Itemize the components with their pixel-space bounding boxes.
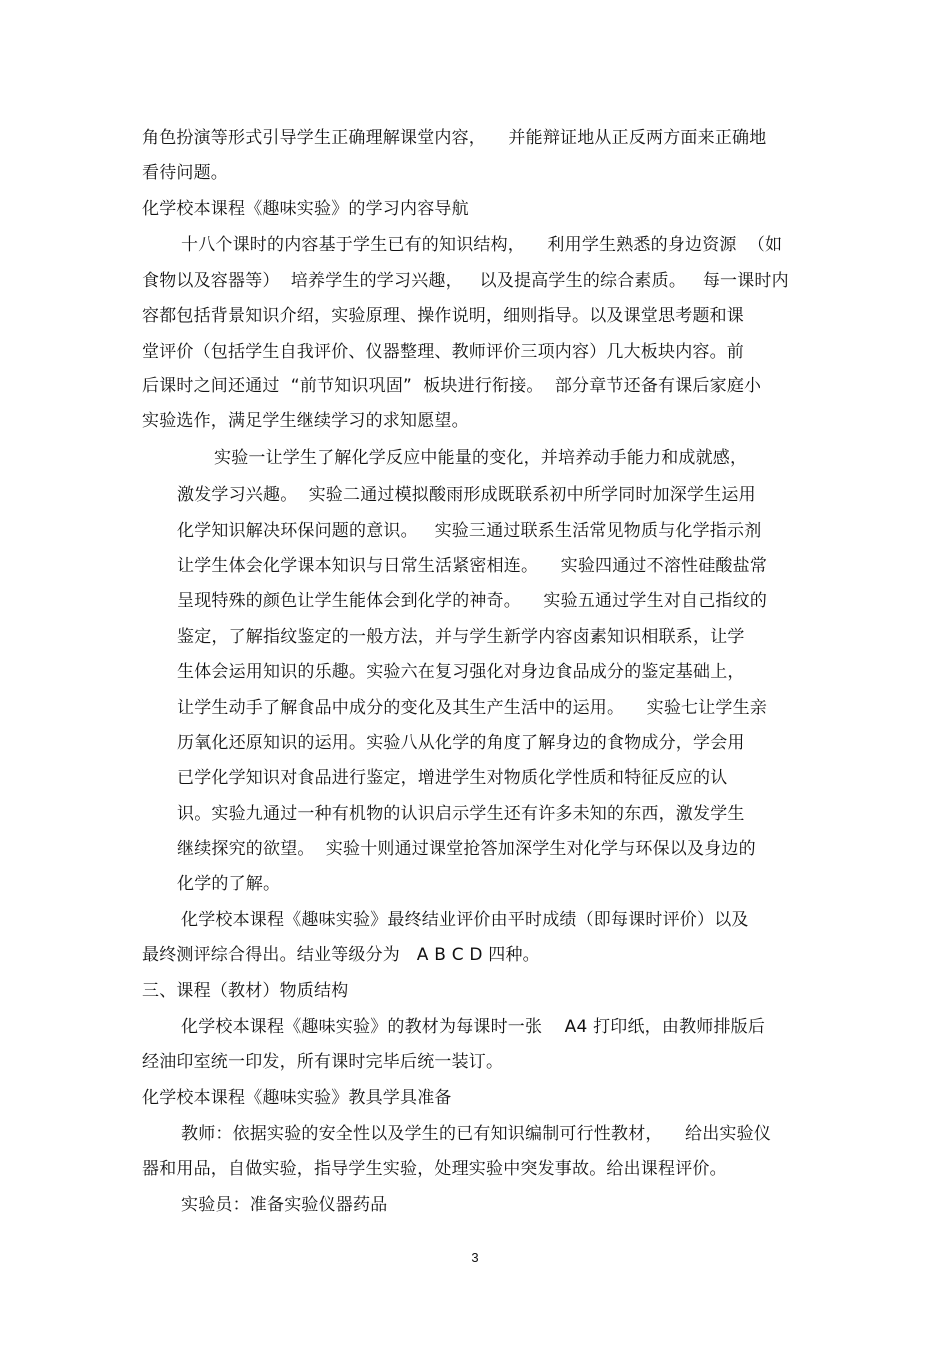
text-line: 实验选作，满足学生继续学习的求知愿望。	[142, 411, 469, 431]
text-line: 激发学习兴趣。 实验二通过模拟酸雨形成既联系初中所学同时加深学生运用	[177, 485, 756, 505]
text-line: 堂评价（包括学生自我评价、仪器整理、教师评价三项内容）几大板块内容。前	[142, 342, 744, 362]
text-line: 最终测评综合得出。结业等级分为 A B C D 四种。	[142, 945, 540, 965]
text-line: 已学化学知识对食品进行鉴定，增进学生对物质化学性质和特征反应的认	[177, 768, 728, 788]
text-line: 识。实验九通过一种有机物的认识启示学生还有许多未知的东西，激发学生	[177, 804, 745, 824]
text-line: 后课时之间还通过 “前节知识巩固” 板块进行衔接。 部分章节还备有课后家庭小	[142, 376, 762, 396]
text-line: 让学生体会化学课本知识与日常生活紧密相连。 实验四通过不溶性硅酸盐常	[177, 556, 768, 576]
text-line: 容都包括背景知识介绍，实验原理、操作说明，细则指导。以及课堂思考题和课	[142, 306, 744, 326]
text-line: 角色扮演等形式引导学生正确理解课堂内容， 并能辩证地从正反两方面来正确地	[142, 128, 767, 148]
page-number: 3	[471, 1250, 479, 1265]
text-line: 化学知识解决环保问题的意识。 实验三通过联系生活常见物质与化学指示剂	[177, 521, 762, 541]
section-heading: 三、课程（教材）物质结构	[142, 981, 349, 1001]
text-line: 鉴定，了解指纹鉴定的一般方法，并与学生新学内容卤素知识相联系，让学	[177, 627, 745, 647]
text-line: 实验员：准备实验仪器药品	[181, 1195, 388, 1215]
text-line: 看待问题。	[142, 163, 228, 183]
text-line: 食物以及容器等） 培养学生的学习兴趣， 以及提高学生的综合素质。 每一课时内	[142, 271, 789, 291]
section-heading: 化学校本课程《趣味实验》的学习内容导航	[142, 199, 469, 219]
text-line: 化学校本课程《趣味实验》最终结业评价由平时成绩（即每课时评价）以及	[181, 910, 749, 930]
text-line: 经油印室统一印发，所有课时完毕后统一装订。	[142, 1052, 504, 1072]
text-line: 历氧化还原知识的运用。实验八从化学的角度了解身边的食物成分，学会用	[177, 733, 745, 753]
text-line: 继续探究的欲望。 实验十则通过课堂抢答加深学生对化学与环保以及身边的	[177, 839, 756, 859]
text-line: 教师：依据实验的安全性以及学生的已有知识编制可行性教材， 给出实验仪	[181, 1124, 772, 1144]
text-line: 让学生动手了解食品中成分的变化及其生产生活中的运用。 实验七让学生亲	[177, 698, 768, 718]
text-line: 化学的了解。	[177, 874, 281, 894]
section-heading: 化学校本课程《趣味实验》教具学具准备	[142, 1088, 452, 1108]
text-line: 生体会运用知识的乐趣。实验六在复习强化对身边食品成分的鉴定基础上，	[177, 662, 745, 682]
text-line: 呈现特殊的颜色让学生能体会到化学的神奇。 实验五通过学生对自己指纹的	[177, 591, 768, 611]
text-line: 十八个课时的内容基于学生已有的知识结构， 利用学生熟悉的身边资源 （如	[181, 235, 783, 255]
text-line: 实验一让学生了解化学反应中能量的变化，并培养动手能力和成就感，	[214, 448, 748, 468]
text-line: 器和用品，自做实验，指导学生实验，处理实验中突发事故。给出课程评价。	[142, 1159, 727, 1179]
text-line: 化学校本课程《趣味实验》的教材为每课时一张 A4 打印纸，由教师排版后	[181, 1017, 766, 1037]
